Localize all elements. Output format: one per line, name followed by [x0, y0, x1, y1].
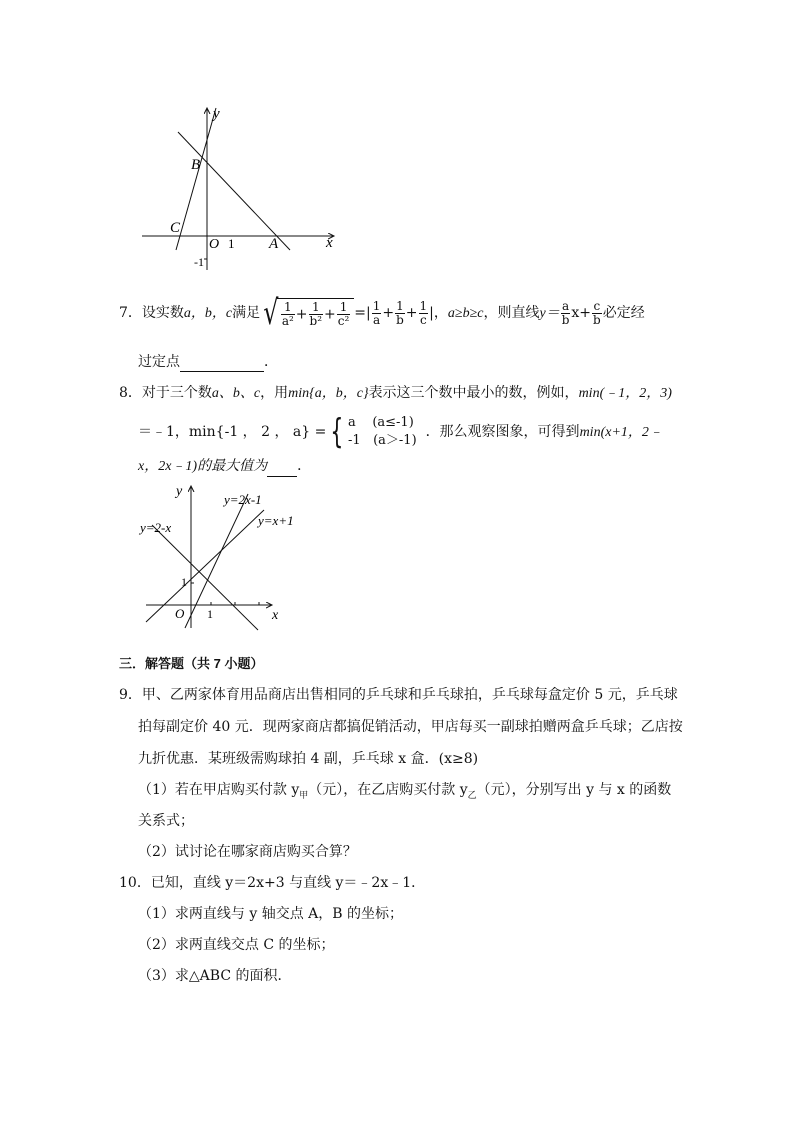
point-B-label: B	[191, 157, 201, 173]
q7-line-1: 7．设实数a，b，c满足√ $\frac{1}{\text{a²}}$ + $\frac{1}{\text{b²}}$ + $\frac{1}{\text{c²}}$ =| $\frac{1}{a}$ + $\frac{1}{b}$ + $\frac{1}{c}$ |，a≥b≥c，则直线y＝ $\frac{a}{b}$ x+ $\frac{c}{b}$ 必定经	[119, 293, 645, 333]
tick-neg1-label: -1	[194, 255, 204, 269]
figure-2-graph	[138, 480, 294, 630]
q8-l2-min: min(x+1，2﹣	[579, 425, 663, 440]
label-x-plus-1: y=x+1	[258, 513, 294, 528]
q10-part-2: （2）求两直线交点 C 的坐标；	[138, 937, 335, 953]
figure-1-graph	[138, 100, 348, 275]
line-2x-minus-1	[185, 494, 248, 628]
q7-text-d: 必定经	[602, 305, 645, 321]
q7-order: a≥b≥c	[447, 306, 484, 321]
q9-line-1: 9．甲、乙两家体育用品商店出售相同的乒乓球和乒乓球拍，乒乓球每盒定价 5 元，乒乓球	[119, 687, 678, 703]
q7-line2-text: 过定点	[138, 354, 180, 370]
q7-end: ．	[264, 354, 278, 370]
q10-part-1: （1）求两直线与 y 轴交点 A，B 的坐标；	[138, 906, 404, 922]
label-2x-minus-1: y=2x-1	[224, 492, 262, 507]
q7-sqrt: $\frac{1}{\text{a²}}$ + $\frac{1}{\text{b²}}$ + $\frac{1}{\text{c²}}$	[277, 298, 354, 328]
q8-l1c: 表示这三个数中最小的数，例如，	[368, 385, 579, 401]
q7-text-b: 满足	[232, 305, 261, 321]
q9-line-2: 拍每副定价 40 元．现两家商店都搞促销活动，甲店每买一副球拍赠两盒乒乓球；乙店按	[138, 719, 683, 735]
q9-line-3: 九折优惠．某班级需购球拍 4 副，乒乓球 x 盒．(x≥8)	[138, 751, 479, 767]
line-2-minus-x	[152, 525, 258, 630]
axis-y-label: y	[176, 484, 183, 499]
q8-l1b: ，用	[260, 385, 289, 401]
q8-l1-vars: a、b、c	[211, 386, 261, 401]
q10-part-3: （3）求△ABC 的面积．	[138, 968, 292, 984]
q8-answer-blank[interactable]	[267, 460, 297, 477]
q8-l3a: x，2x﹣1)的最大值为	[138, 459, 268, 474]
q8-l1-min: min{a，b，c}	[288, 386, 369, 401]
q9-part-1: （1）若在甲店购买付款 $y_甲$（元），在乙店购买付款 $y_乙$（元），分别写出 y 与 x 的函数	[138, 782, 672, 801]
q7-line-2	[138, 352, 278, 372]
label-2-minus-x: y=2-x	[140, 520, 172, 535]
q10-line-1: 10．已知，直线 y＝2x+3 与直线 y＝﹣2x﹣1．	[119, 875, 426, 891]
q8-end: ．	[297, 458, 312, 474]
q8-line-1	[119, 383, 672, 404]
q8-l2a: ＝﹣1，min{-1 ， 2 ， a} =	[138, 424, 327, 440]
q9-part-1-cont: 关系式；	[138, 813, 194, 829]
point-C-label: C	[170, 220, 181, 236]
axis-x-label: x	[326, 235, 333, 251]
q8-l1a: 对于三个数	[141, 385, 212, 401]
q7-answer-blank[interactable]	[180, 355, 264, 372]
q7-text-c: ，则直线	[483, 305, 540, 321]
line-CB	[176, 108, 216, 250]
q8-l2b: ．那么观察图象，可得到	[425, 424, 580, 440]
q8-number: 8．	[119, 385, 142, 401]
sqrt-icon: √	[263, 293, 279, 333]
line-BA	[178, 132, 290, 250]
origin-label: O	[209, 237, 220, 252]
q7-y-eq: y＝	[539, 306, 560, 321]
section-3-title: 三．解答题（共 7 小题）	[119, 656, 264, 671]
axis-y-label: y	[213, 106, 220, 122]
brace-icon: {	[330, 412, 344, 452]
q7-vars: a，b，c	[183, 306, 233, 321]
q8-cases: a (a≤-1) -1 (a＞-1)	[348, 415, 417, 448]
q8-line-3	[138, 456, 311, 477]
q8-line-2	[138, 414, 663, 450]
axis-x-label: x	[272, 608, 279, 623]
tick-1-label: 1	[228, 236, 235, 251]
tick-1y-label: 1	[181, 575, 187, 589]
q7-x-plus: x+	[571, 305, 592, 321]
q9-part-2: （2）试讨论在哪家商店购买合算？	[138, 844, 357, 860]
q7-after-abs: |，	[429, 305, 448, 321]
q7-text-a: 设实数	[141, 305, 184, 321]
q7-number: 7．	[119, 305, 142, 321]
origin-label: O	[175, 606, 185, 621]
point-A-label: A	[269, 236, 279, 252]
q7-eq: =|	[354, 305, 371, 321]
q8-l1-ex: min(﹣1，2，3)	[578, 386, 672, 401]
tick-1x-label: 1	[207, 607, 213, 621]
